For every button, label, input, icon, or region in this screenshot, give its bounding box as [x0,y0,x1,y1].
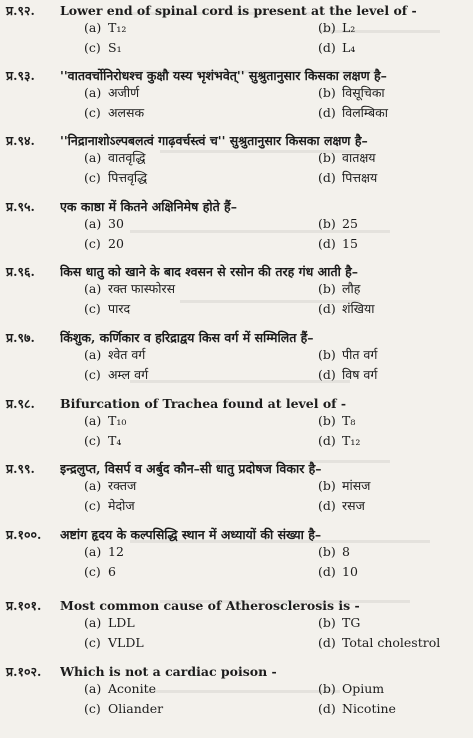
question-number: प्र.९६. [6,264,35,279]
question-number: प्र.९४. [6,133,35,148]
option-a: (a) श्वेत वर्ग [84,347,146,362]
option-b: (b) T₈ [318,413,356,428]
question-number: प्र.९८. [6,396,35,411]
question-96 [6,264,468,320]
question-97 [6,330,468,386]
question-number: प्र.१००. [6,527,42,542]
question-102 [6,664,468,720]
question-text: किंशुक, कर्णिकार व हरिद्राद्वय किस वर्ग में सम्मिलित हैं– [60,330,314,345]
question-text: Most common cause of Atherosclerosis is - [60,598,360,613]
question-99 [6,461,468,517]
option-d: (d) T₁₂ [318,433,361,448]
question-number: प्र.९३. [6,68,35,83]
question-92 [6,3,468,59]
option-b: (b) TG [318,615,361,630]
option-a: (a) 30 [84,216,124,231]
question-94 [6,133,468,189]
option-d: (d) रसज [318,498,365,513]
question-101 [6,598,468,654]
question-98 [6,396,468,452]
option-b: (b) वातक्षय [318,150,376,165]
option-a: (a) अजीर्ण [84,85,140,100]
option-a: (a) रक्तज [84,478,137,493]
question-93 [6,68,468,124]
option-d: (d) 10 [318,564,358,579]
question-text: Lower end of spinal cord is present at the level of - [60,3,417,18]
option-c: (c) VLDL [84,635,144,650]
question-100 [6,527,468,583]
option-a: (a) रक्त फास्फोरस [84,281,176,296]
question-text: अष्टांग हृदय के कल्पसिद्धि स्थान में अध्यायों की संख्या है– [60,527,322,542]
option-b: (b) मांसज [318,478,371,493]
option-a: (a) वातवृद्धि [84,150,146,165]
option-b: (b) विसूचिका [318,85,385,100]
option-b: (b) 25 [318,216,358,231]
option-c: (c) Oliander [84,701,164,716]
option-b: (b) L₂ [318,20,356,35]
question-number: प्र.९५. [6,199,35,214]
question-number: प्र.१०१. [6,598,42,613]
option-b: (b) 8 [318,544,350,559]
question-text: किस धातु को खाने के बाद श्वसन से रसोन की तरह गंध आती है– [60,264,359,279]
option-a: (a) T₁₀ [84,413,127,428]
question-95 [6,199,468,255]
question-text: ''वातवर्चोनिरोधश्च कुक्षौ यस्य भृशंभवेत्'' सुश्रुतानुसार किसका लक्षण है– [60,68,387,83]
question-number: प्र.९९. [6,461,35,476]
option-d: (d) विलम्बिका [318,105,388,120]
option-d: (d) Nicotine [318,701,396,716]
question-text: Which is not a cardiac poison - [60,664,277,679]
option-d: (d) विष वर्ग [318,367,378,382]
option-d: (d) पित्तक्षय [318,170,378,185]
option-c: (c) 6 [84,564,116,579]
option-c: (c) पारद [84,301,131,316]
question-text: ''निद्रानाशोऽल्पबलत्वं गाढ़वर्चस्त्वं च'' सुश्रुतानुसार किसका लक्षण है– [60,133,368,148]
option-b: (b) पीत वर्ग [318,347,378,362]
option-c: (c) अलसक [84,105,145,120]
option-d: (d) 15 [318,236,358,251]
question-text: इन्द्रलुप्त, विसर्प व अर्बुद कौन–सी धातु प्रदोषज विकार है– [60,461,322,476]
option-a: (a) LDL [84,615,135,630]
question-number: प्र.१०२. [6,664,42,679]
option-c: (c) मेदोज [84,498,135,513]
question-text: Bifurcation of Trachea found at level of - [60,396,347,411]
option-d: (d) शंखिया [318,301,375,316]
option-c: (c) S₁ [84,40,122,55]
option-c: (c) अम्ल वर्ग [84,367,149,382]
option-c: (c) T₄ [84,433,122,448]
question-number: प्र.९२. [6,3,35,18]
option-c: (c) पित्तवृद्धि [84,170,148,185]
option-b: (b) लौह [318,281,361,296]
option-b: (b) Opium [318,681,385,696]
option-a: (a) Aconite [84,681,157,696]
option-d: (d) L₄ [318,40,356,55]
option-a: (a) 12 [84,544,124,559]
question-text: एक काष्ठा में कितने अक्षिनिमेष होते हैं– [60,199,237,214]
option-d: (d) Total cholestrol [318,635,441,650]
option-a: (a) T₁₂ [84,20,127,35]
option-c: (c) 20 [84,236,124,251]
question-number: प्र.९७. [6,330,35,345]
